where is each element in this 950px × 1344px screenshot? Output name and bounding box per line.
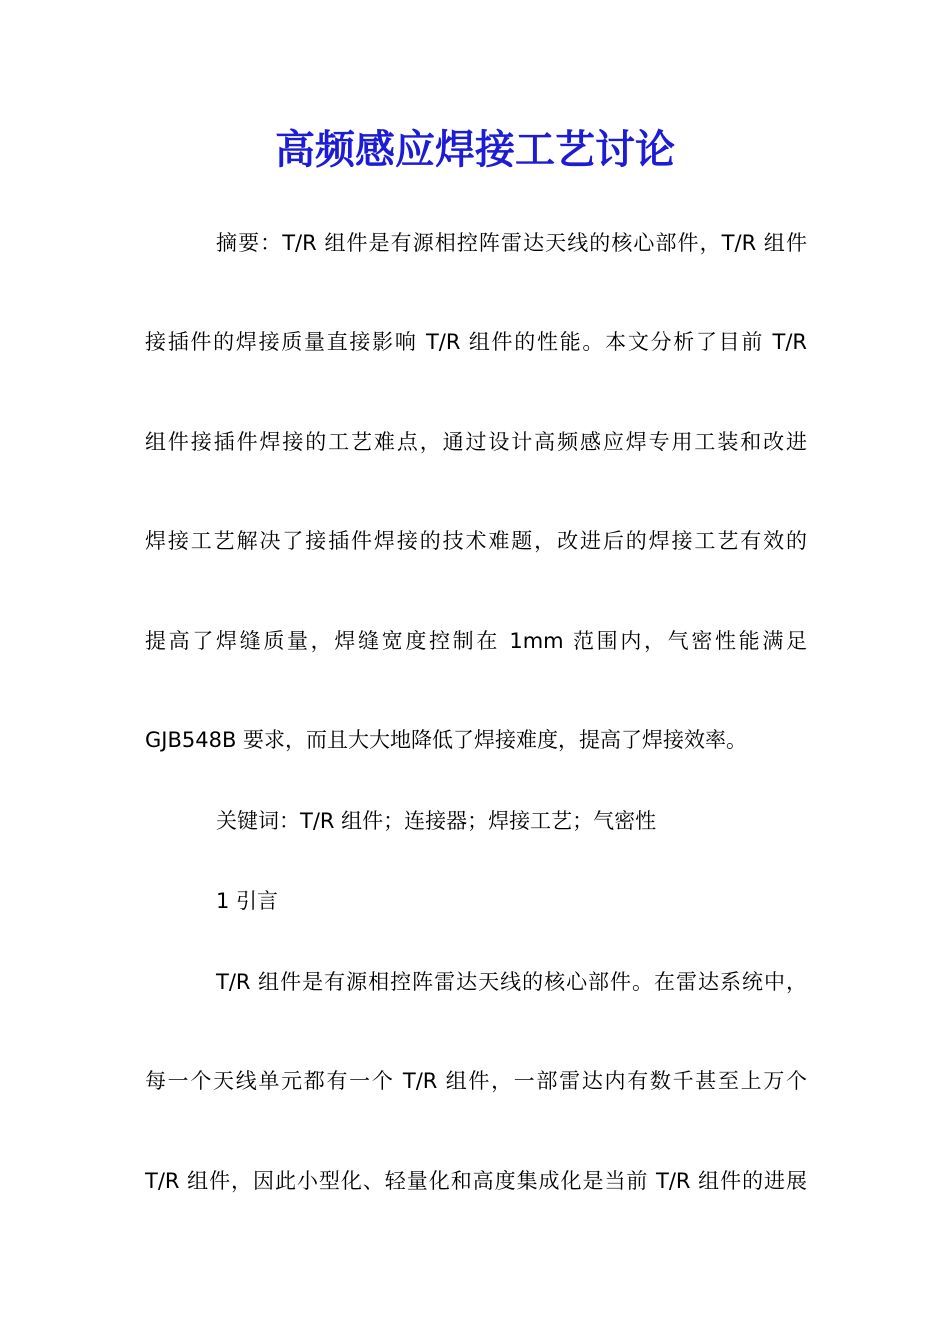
body-line: T/R 组件，因此小型化、轻量化和高度集成化是当前 T/R 组件的进展: [145, 1169, 807, 1193]
abstract-line: 组件接插件焊接的工艺难点，通过设计高频感应焊专用工装和改进: [145, 430, 807, 454]
abstract-line: GJB548B 要求，而且大大地降低了焊接难度，提高了焊接效率。: [145, 728, 748, 752]
abstract-line: 接插件的焊接质量直接影响 T/R 组件的性能。本文分析了目前 T/R: [145, 330, 807, 354]
abstract-line: 摘要：T/R 组件是有源相控阵雷达天线的核心部件，T/R 组件: [216, 231, 807, 255]
keywords-line: 关键词：T/R 组件；连接器；焊接工艺；气密性: [216, 809, 657, 833]
body-line: 每一个天线单元都有一个 T/R 组件，一部雷达内有数千甚至上万个: [145, 1069, 807, 1093]
section-heading: 1 引言: [216, 889, 279, 913]
abstract-line: 焊接工艺解决了接插件焊接的技术难题，改进后的焊接工艺有效的: [145, 529, 807, 553]
document-title: 高频感应焊接工艺讨论: [275, 126, 675, 173]
body-line: T/R 组件是有源相控阵雷达天线的核心部件。在雷达系统中，: [216, 970, 807, 994]
abstract-line: 提高了焊缝质量，焊缝宽度控制在 1mm 范围内，气密性能满足: [145, 629, 807, 653]
